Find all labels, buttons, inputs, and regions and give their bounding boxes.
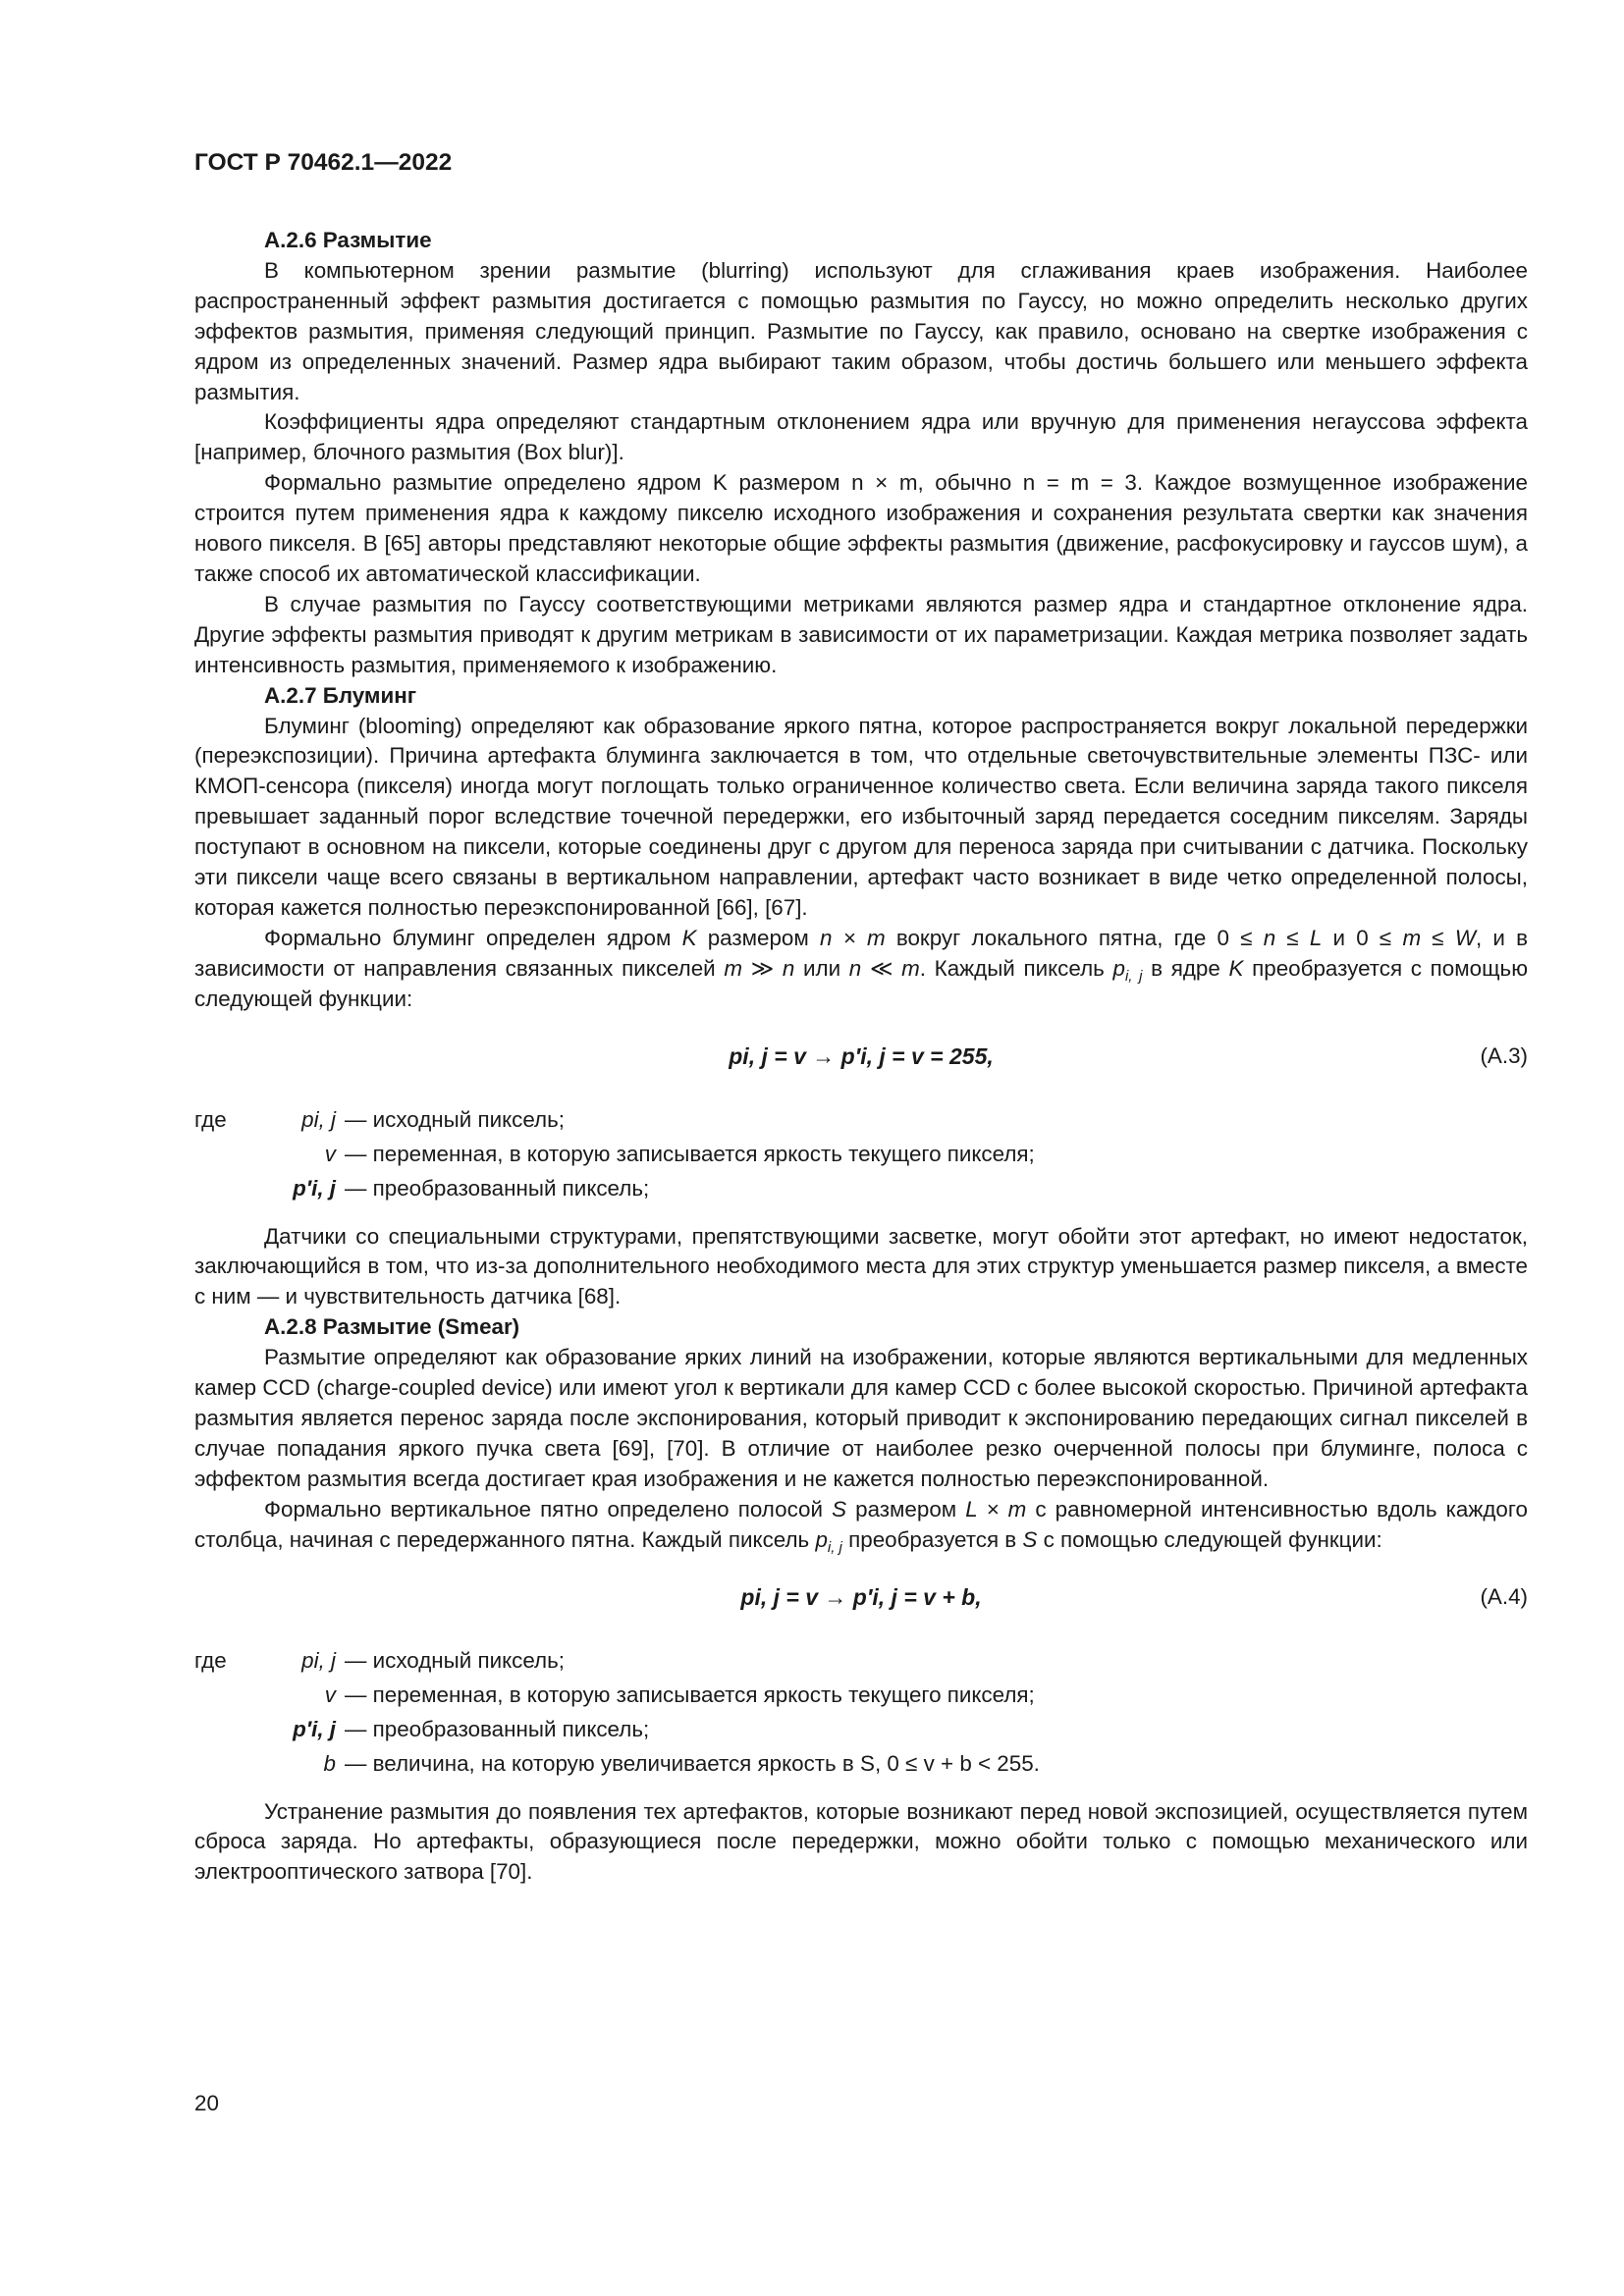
document-header: ГОСТ Р 70462.1—2022 [194, 149, 453, 176]
paragraph: Формально размытие определено ядром K размером n × m, обычно n = m = 3. Каждое возмущенное изображение строится путем применения ядра к каждому пикселю исходного изображения и сохранения результата свертки как значения нового пикселя. В [65] авторы представляют некоторые общие эффекты размытия (движение, расфокусировку и гауссов шум), а также способ их автоматической классификации. [194, 470, 1528, 586]
where-item: p′i, j — преобразованный пиксель; [293, 1716, 650, 1741]
equation-formula: pi, j = v → p′i, j = v = 255, [729, 1042, 994, 1069]
paragraph: Формально вертикальное пятно определено полосой S размером L × m с равномерной интенсивностью вдоль каждого столбца, начиная с передержанного пятна. Каждый пиксель $p_{i, j}$ преобразуется в S с помощью следующей функции: [194, 1496, 1529, 1556]
where-list-a3 [194, 1105, 1528, 1208]
paragraph: Формально блуминг определен ядром K размером n × m вокруг локального пятна, где 0 ≤ n ≤ L и 0 ≤ m ≤ W, и в зависимости от направления связанных пикселей m ≫ n или n ≪ m. Каждый пиксель $p_{i, j}$ в ядре K преобразуется с помощью следующей функции: [194, 925, 1528, 1011]
paragraph: Датчики со специальными структурами, препятствующими засветке, могут обойти этот артефакт, но имеют недостаток, заключающийся в том, что из-за дополнительного необходимого места для этих структур уменьшается размер пикселя, а вместе с ним — и чувствительность датчика [68]. [194, 1223, 1528, 1309]
where-item: где pi, j — исходный пиксель; [194, 1106, 566, 1132]
paragraph: В случае размытия по Гауссу соответствующими метриками являются размер ядра и стандартное отклонение ядра. Другие эффекты размытия приводят к другим метрикам в зависимости от их параметризации. Каждая метрика позволяет задать интенсивность размытия, применяемого к изображению. [194, 591, 1528, 677]
where-item: где pi, j — исходный пиксель; [194, 1647, 566, 1673]
where-item: v — переменная, в которую записывается яркость текущего пикселя; [324, 1682, 1035, 1707]
equation-a3 [194, 1038, 1528, 1083]
paragraph: В компьютерном зрении размытие (blurring) используют для сглаживания краев изображения. Наиболее распространенный эффект размытия достигается с помощью размытия по Гауссу, но можно определить несколько других эффектов размытия, применяя следующий принцип. Размытие по Гауссу, как правило, основано на свертке изображения с ядром из определенных значений. Размер ядра выбирают таким образом, чтобы достичь большего или меньшего эффекта размытия. [194, 257, 1528, 404]
paragraph: Коэффициенты ядра определяют стандартным отклонением ядра или вручную для применения негауссова эффекта [например, блочного размытия (Box blur)]. [194, 409, 1528, 465]
section-heading-a28: А.2.8 Размытие (Smear) [264, 1314, 520, 1340]
equation-number: (А.4) [1480, 1583, 1528, 1609]
document-body [194, 226, 1528, 1888]
equation-number: (А.3) [1480, 1042, 1528, 1068]
paragraph: Размытие определяют как образование ярких линий на изображении, которые являются вертикальными для медленных камер CCD (charge-coupled device) или имеют угол к вертикали для камер CCD с более высокой скоростью. Причиной артефакта размытия является перенос заряда после экспонирования, который приводит к экспонированию передающих сигнал пикселей в случае попадания яркого пучка света [69], [70]. В отличие от наиболее резко очерченной полосы при блуминге, полоса с эффектом размытия всегда достигает края изображения и не кажется полностью переэкспонированной. [194, 1345, 1528, 1491]
where-item: v — переменная, в которую записывается яркость текущего пикселя; [324, 1141, 1035, 1166]
paragraph: Устранение размытия до появления тех артефактов, которые возникают перед новой экспозицией, осуществляется путем сброса заряда. Но артефакты, образующиеся после передержки, можно обойти только с помощью механического или электрооптического затвора [70]. [194, 1798, 1528, 1885]
where-item: p′i, j — преобразованный пиксель; [293, 1175, 650, 1201]
page-number: 20 [194, 2091, 219, 2115]
where-item: b — величина, на которую увеличивается яркость в S, 0 ≤ v + b < 255. [323, 1750, 1040, 1776]
section-heading-a26: А.2.6 Размытие [264, 228, 432, 252]
section-heading-a27: А.2.7 Блуминг [264, 682, 417, 708]
paragraph: Блуминг (blooming) определяют как образование яркого пятна, которое распространяется вокруг локальной передержки (переэкспозиции). Причина артефакта блуминга заключается в том, что отдельные светочувствительные элементы ПЗС- или КМОП-сенсора (пикселя) иногда могут поглощать только ограниченное количество света. Если величина заряда такого пикселя превышает заданный порог вследствие точечной передержки, его избыточный заряд передается соседним пикселям. Заряды поступают в основном на пиксели, которые соединены друг с другом для переноса заряда при считывании с датчика. Поскольку эти пиксели чаще всего связаны в вертикальном направлении, артефакт часто возникает в виде четко определенной полосы, которая кажется полностью переэкспонированной [66], [67]. [194, 713, 1528, 920]
equation-a4 [194, 1578, 1528, 1624]
equation-formula: pi, j = v → p′i, j = v + b, [740, 1583, 982, 1610]
where-list-a4 [194, 1646, 1528, 1784]
